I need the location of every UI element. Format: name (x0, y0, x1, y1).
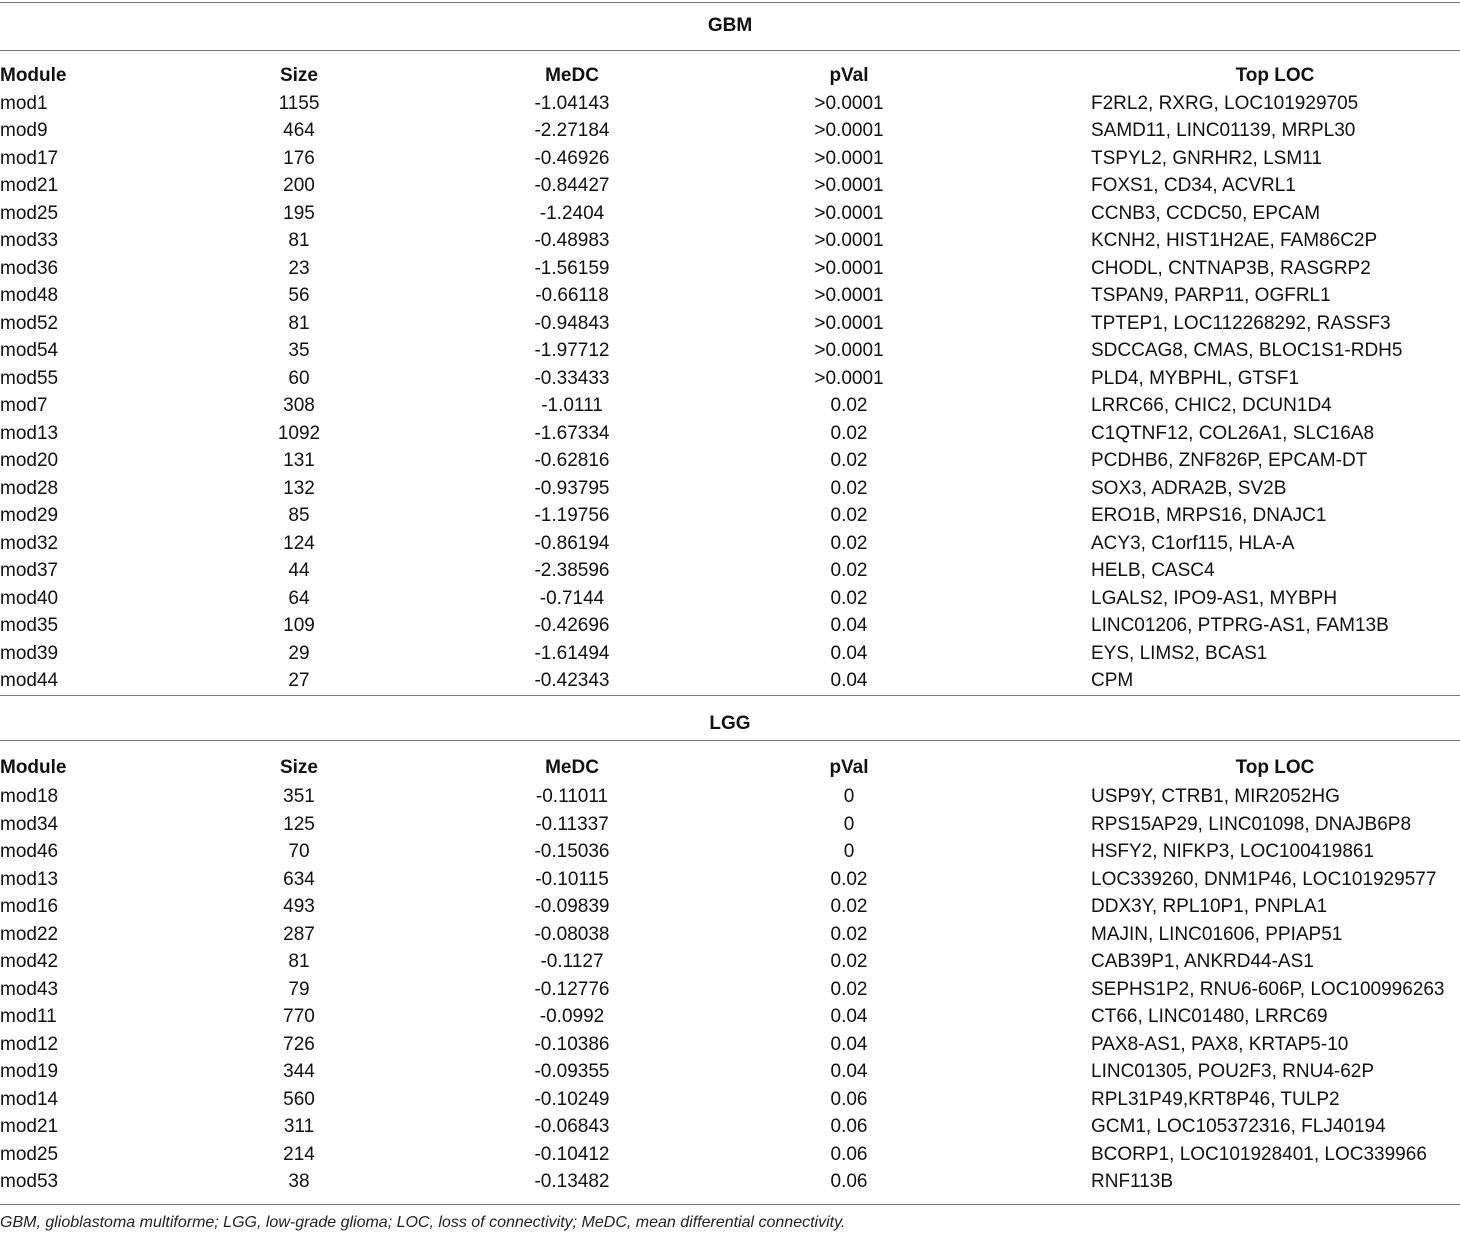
table-row (0, 1113, 1460, 1141)
cell-size: 311 (283, 1116, 315, 1137)
table-row (0, 145, 1460, 173)
cell-module: mod18 (0, 786, 59, 807)
table-row (0, 255, 1460, 283)
cell-pval: 0.04 (830, 670, 868, 691)
cell-pval: >0.0001 (814, 285, 884, 306)
cell-module: mod13 (0, 422, 59, 444)
cell-medc: -0.08038 (534, 923, 610, 945)
cell-pval: 0.02 (830, 505, 868, 526)
table-row (0, 117, 1460, 145)
cell-top-loc: EYS, LIMS2, BCAS1 (1091, 642, 1268, 664)
cell-medc: -0.12776 (534, 978, 610, 1000)
cell-module: mod19 (0, 1061, 59, 1082)
table-row (0, 200, 1460, 228)
header-pval: pVal (829, 65, 869, 86)
cell-size: 200 (283, 175, 315, 196)
cell-size: 38 (288, 1171, 310, 1192)
cell-module: mod40 (0, 587, 59, 609)
table-row (0, 838, 1460, 866)
cell-size: 85 (288, 505, 310, 526)
cell-top-loc: LINC01206, PTPRG-AS1, FAM13B (1091, 615, 1389, 636)
cell-size: 770 (283, 1006, 315, 1027)
cell-medc: -0.10412 (534, 1143, 610, 1165)
cell-module: mod52 (0, 312, 59, 334)
cell-medc: -1.0111 (541, 395, 603, 416)
cell-medc: -1.04143 (534, 92, 610, 114)
cell-size: 464 (283, 120, 315, 141)
cell-medc: -0.10115 (535, 868, 609, 890)
cell-medc: -0.94843 (534, 312, 610, 334)
cell-size: 214 (283, 1143, 315, 1165)
cell-top-loc: LGALS2, IPO9-AS1, MYBPH (1091, 587, 1338, 609)
cell-pval: 0.02 (830, 896, 868, 917)
cell-top-loc: PAX8-AS1, PAX8, KRTAP5-10 (1091, 1033, 1349, 1055)
header-size: Size (279, 757, 319, 778)
table-row (0, 640, 1460, 668)
cell-pval: 0 (843, 841, 855, 862)
cell-module: mod43 (0, 978, 59, 1000)
table-row (0, 1058, 1460, 1086)
cell-size: 124 (283, 532, 315, 554)
table-row (0, 90, 1460, 118)
cell-size: 634 (283, 868, 315, 890)
cell-size: 560 (283, 1088, 315, 1110)
cell-medc: -0.09839 (534, 896, 610, 917)
cell-medc: -1.56159 (534, 257, 610, 279)
cell-top-loc: ACY3, C1orf115, HLA-A (1091, 532, 1295, 554)
cell-pval: >0.0001 (814, 120, 884, 141)
cell-top-loc: RNF113B (1091, 1171, 1174, 1192)
cell-size: 344 (283, 1061, 315, 1082)
cell-medc: -0.46926 (534, 147, 610, 169)
table-row (0, 783, 1460, 811)
cell-top-loc: MAJIN, LINC01606, PPIAP51 (1091, 923, 1343, 945)
cell-size: 81 (288, 230, 310, 251)
table-row (0, 447, 1460, 475)
cell-top-loc: LINC01305, POU2F3, RNU4-62P (1091, 1061, 1375, 1082)
cell-pval: 0.02 (830, 477, 868, 499)
cell-pval: 0.06 (830, 1171, 868, 1192)
cell-module: mod12 (0, 1033, 59, 1055)
cell-top-loc: KCNH2, HIST1H2AE, FAM86C2P (1091, 230, 1378, 251)
cell-size: 79 (288, 978, 310, 1000)
cell-module: mod48 (0, 285, 59, 306)
cell-pval: 0.02 (830, 868, 868, 890)
cell-top-loc: LOC339260, DNM1P46, LOC101929577 (1091, 868, 1437, 890)
cell-size: 726 (283, 1033, 315, 1055)
table-row (0, 1086, 1460, 1114)
cell-pval: >0.0001 (814, 367, 884, 389)
cell-medc: -2.27184 (534, 120, 610, 141)
cell-top-loc: ERO1B, MRPS16, DNAJC1 (1091, 505, 1327, 526)
gbm-header-row (0, 62, 1460, 90)
cell-top-loc: CHODL, CNTNAP3B, RASGRP2 (1091, 257, 1371, 279)
cell-medc: -0.15036 (534, 841, 610, 862)
table-row (0, 530, 1460, 558)
cell-module: mod17 (0, 147, 59, 169)
table-row (0, 310, 1460, 338)
cell-medc: -0.0992 (539, 1006, 605, 1027)
header-medc: MeDC (545, 65, 599, 86)
cell-module: mod7 (0, 395, 48, 416)
header-top-loc: Top LOC (1235, 757, 1315, 778)
cell-medc: -0.11011 (535, 786, 609, 807)
cell-pval: >0.0001 (814, 147, 884, 169)
cell-top-loc: CCNB3, CCDC50, EPCAM (1091, 202, 1321, 224)
cell-module: mod20 (0, 450, 59, 471)
cell-top-loc: RPS15AP29, LINC01098, DNAJB6P8 (1091, 813, 1412, 835)
table-row (0, 1168, 1460, 1196)
cell-module: mod34 (0, 813, 59, 835)
cell-pval: 0.02 (830, 532, 868, 554)
cell-module: mod1 (0, 92, 48, 114)
cell-top-loc: LRRC66, CHIC2, DCUN1D4 (1091, 395, 1332, 416)
cell-pval: 0.04 (830, 1006, 868, 1027)
header-pval: pVal (829, 757, 869, 778)
cell-module: mod29 (0, 505, 59, 526)
cell-pval: 0.06 (830, 1116, 868, 1137)
cell-size: 308 (283, 395, 315, 416)
cell-module: mod16 (0, 896, 59, 917)
cell-size: 132 (283, 477, 315, 499)
cell-top-loc: HELB, CASC4 (1091, 560, 1215, 581)
lgg-title-rule (0, 740, 1460, 741)
cell-medc: -0.1127 (540, 951, 604, 972)
table-row (0, 172, 1460, 200)
table-row (0, 227, 1460, 255)
cell-module: mod44 (0, 670, 59, 691)
top-rule (0, 2, 1460, 3)
cell-size: 131 (283, 450, 315, 471)
cell-pval: 0.02 (830, 587, 868, 609)
cell-top-loc: CAB39P1, ANKRD44-AS1 (1091, 951, 1314, 972)
cell-module: mod46 (0, 841, 59, 862)
cell-medc: -0.48983 (534, 230, 610, 251)
cell-module: mod54 (0, 340, 59, 361)
table-row (0, 365, 1460, 393)
cell-medc: -1.97712 (534, 340, 610, 361)
cell-module: mod33 (0, 230, 59, 251)
cell-medc: -0.7144 (539, 587, 605, 609)
cell-pval: 0.02 (830, 422, 868, 444)
header-module: Module (0, 757, 67, 778)
cell-medc: -0.62816 (534, 450, 610, 471)
table-bottom-rule (0, 1204, 1460, 1205)
cell-medc: -0.06843 (534, 1116, 610, 1137)
cell-module: mod22 (0, 923, 59, 945)
table-row (0, 667, 1460, 695)
cell-module: mod25 (0, 202, 59, 224)
lgg-header-row (0, 754, 1460, 782)
cell-top-loc: BCORP1, LOC101928401, LOC339966 (1091, 1143, 1427, 1165)
cell-medc: -0.13482 (534, 1171, 610, 1192)
cell-pval: >0.0001 (814, 230, 884, 251)
table-row (0, 1141, 1460, 1169)
gbm-title-rule (0, 50, 1460, 51)
cell-top-loc: GCM1, LOC105372316, FLJ40194 (1091, 1116, 1386, 1137)
table-row (0, 612, 1460, 640)
cell-module: mod42 (0, 951, 59, 972)
cell-top-loc: USP9Y, CTRB1, MIR2052HG (1091, 786, 1340, 807)
lgg-section-title: LGG (709, 713, 751, 734)
cell-module: mod9 (0, 120, 48, 141)
cell-module: mod14 (0, 1088, 59, 1110)
cell-module: mod13 (0, 868, 59, 890)
table-row (0, 948, 1460, 976)
cell-pval: >0.0001 (814, 175, 884, 196)
table-row (0, 282, 1460, 310)
cell-medc: -1.19756 (534, 505, 610, 526)
cell-pval: 0.02 (830, 978, 868, 1000)
cell-top-loc: TSPAN9, PARP11, OGFRL1 (1091, 285, 1331, 306)
gbm-section-title: GBM (707, 15, 753, 36)
table-row (0, 893, 1460, 921)
cell-pval: 0 (843, 786, 855, 807)
header-medc: MeDC (545, 757, 599, 778)
table-row (0, 475, 1460, 503)
cell-module: mod28 (0, 477, 59, 499)
table-row (0, 976, 1460, 1004)
table-row (0, 921, 1460, 949)
cell-top-loc: C1QTNF12, COL26A1, SLC16A8 (1091, 422, 1375, 444)
cell-size: 70 (288, 841, 310, 862)
cell-top-loc: TPTEP1, LOC112268292, RASSF3 (1091, 312, 1391, 334)
cell-pval: 0 (843, 813, 855, 835)
cell-size: 29 (288, 642, 310, 664)
cell-pval: >0.0001 (814, 202, 884, 224)
cell-top-loc: DDX3Y, RPL10P1, PNPLA1 (1091, 896, 1328, 917)
cell-medc: -0.66118 (535, 285, 609, 306)
table-row (0, 420, 1460, 448)
cell-medc: -0.10249 (534, 1088, 610, 1110)
cell-size: 287 (283, 923, 315, 945)
cell-module: mod25 (0, 1143, 59, 1165)
cell-size: 27 (288, 670, 310, 691)
cell-medc: -1.61494 (534, 642, 610, 664)
table-row (0, 866, 1460, 894)
table-row (0, 1003, 1460, 1031)
cell-pval: 0.04 (830, 615, 868, 636)
cell-top-loc: F2RL2, RXRG, LOC101929705 (1091, 92, 1359, 114)
cell-pval: 0.06 (830, 1143, 868, 1165)
cell-medc: -0.84427 (534, 175, 610, 196)
cell-size: 81 (288, 951, 310, 972)
cell-module: mod35 (0, 615, 59, 636)
cell-size: 493 (283, 896, 315, 917)
cell-medc: -0.86194 (534, 532, 610, 554)
cell-top-loc: CPM (1091, 670, 1134, 691)
cell-size: 64 (288, 587, 310, 609)
cell-module: mod11 (0, 1006, 57, 1027)
cell-medc: -0.09355 (534, 1061, 610, 1082)
cell-medc: -0.11337 (535, 813, 609, 835)
cell-medc: -1.2404 (539, 202, 605, 224)
cell-top-loc: SEPHS1P2, RNU6-606P, LOC100996263 (1091, 978, 1445, 1000)
cell-pval: 0.02 (830, 395, 868, 416)
cell-size: 23 (288, 257, 310, 279)
cell-module: mod37 (0, 560, 59, 581)
cell-size: 60 (288, 367, 310, 389)
table-row (0, 585, 1460, 613)
cell-size: 1155 (278, 92, 320, 114)
cell-medc: -2.38596 (534, 560, 610, 581)
header-module: Module (0, 65, 67, 86)
header-top-loc: Top LOC (1235, 65, 1315, 86)
cell-pval: >0.0001 (814, 92, 884, 114)
table-row (0, 502, 1460, 530)
cell-pval: >0.0001 (814, 312, 884, 334)
cell-top-loc: FOXS1, CD34, ACVRL1 (1091, 175, 1296, 196)
cell-pval: 0.02 (830, 951, 868, 972)
cell-medc: -0.93795 (534, 477, 610, 499)
cell-size: 176 (283, 147, 315, 169)
cell-module: mod36 (0, 257, 59, 279)
cell-medc: -0.33433 (534, 367, 610, 389)
cell-medc: -1.67334 (534, 422, 610, 444)
cell-module: mod55 (0, 367, 59, 389)
cell-medc: -0.42696 (534, 615, 610, 636)
cell-size: 81 (288, 312, 310, 334)
cell-medc: -0.42343 (534, 670, 610, 691)
cell-module: mod39 (0, 642, 59, 664)
table-row (0, 392, 1460, 420)
table-row (0, 337, 1460, 365)
cell-size: 56 (288, 285, 310, 306)
cell-pval: 0.02 (830, 560, 868, 581)
cell-pval: 0.04 (830, 642, 868, 664)
cell-top-loc: SAMD11, LINC01139, MRPL30 (1091, 120, 1356, 141)
cell-size: 125 (283, 813, 315, 835)
cell-top-loc: SOX3, ADRA2B, SV2B (1091, 477, 1287, 499)
cell-top-loc: PLD4, MYBPHL, GTSF1 (1091, 367, 1300, 389)
cell-pval: 0.06 (830, 1088, 868, 1110)
cell-pval: >0.0001 (814, 340, 884, 361)
cell-top-loc: HSFY2, NIFKP3, LOC100419861 (1091, 841, 1375, 862)
cell-module: mod21 (0, 175, 59, 196)
cell-size: 195 (283, 202, 315, 224)
cell-module: mod21 (0, 1116, 59, 1137)
cell-top-loc: CT66, LINC01480, LRRC69 (1091, 1006, 1328, 1027)
cell-pval: 0.02 (830, 450, 868, 471)
cell-pval: >0.0001 (814, 257, 884, 279)
table-row (0, 557, 1460, 585)
cell-module: mod53 (0, 1171, 59, 1192)
cell-module: mod32 (0, 532, 59, 554)
cell-pval: 0.02 (830, 923, 868, 945)
cell-top-loc: RPL31P49,KRT8P46, TULP2 (1091, 1088, 1340, 1110)
gbm-bottom-rule (0, 695, 1460, 696)
cell-size: 1092 (277, 422, 321, 444)
cell-size: 351 (283, 786, 315, 807)
cell-pval: 0.04 (830, 1061, 868, 1082)
header-size: Size (279, 65, 319, 86)
table-footnote: GBM, glioblastoma multiforme; LGG, low-grade glioma; LOC, loss of connectivity; MeDC, mean differential connectivity. (0, 1214, 846, 1231)
cell-pval: 0.04 (830, 1033, 868, 1055)
table-row (0, 811, 1460, 839)
cell-medc: -0.10386 (534, 1033, 610, 1055)
table-row (0, 1031, 1460, 1059)
cell-top-loc: SDCCAG8, CMAS, BLOC1S1-RDH5 (1091, 340, 1403, 361)
cell-size: 44 (288, 560, 310, 581)
cell-top-loc: PCDHB6, ZNF826P, EPCAM-DT (1091, 450, 1368, 471)
cell-size: 109 (283, 615, 315, 636)
cell-top-loc: TSPYL2, GNRHR2, LSM11 (1091, 147, 1322, 169)
cell-size: 35 (288, 340, 310, 361)
